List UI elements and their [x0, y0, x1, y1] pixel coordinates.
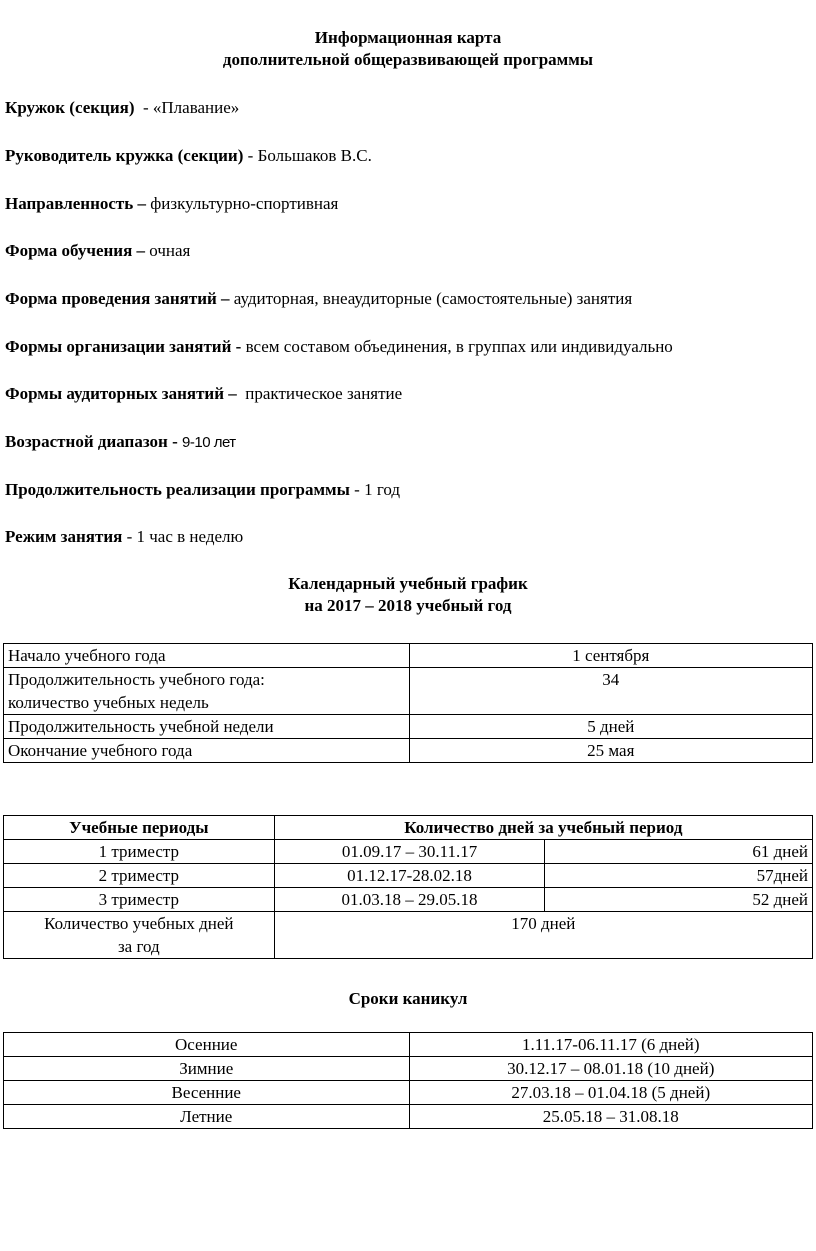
column-header-days: Количество дней за учебный период	[274, 816, 812, 840]
table-cell: 01.09.17 – 30.11.17	[274, 840, 545, 864]
field-value: Большаков В.С.	[257, 146, 372, 165]
cell-line: Продолжительность учебного года:	[8, 670, 265, 689]
field-age-range	[5, 431, 236, 454]
field-leader	[5, 145, 372, 167]
table-row	[4, 912, 813, 959]
calendar-title	[0, 573, 816, 617]
table-row	[4, 644, 813, 668]
holidays-table	[3, 1032, 813, 1129]
field-duration	[5, 479, 400, 501]
table-header-row	[4, 816, 813, 840]
document-title	[0, 27, 816, 71]
table-cell: 1.11.17-06.11.17 (6 дней)	[409, 1033, 813, 1057]
field-separator: -	[349, 480, 365, 499]
field-label: Продолжительность реализации программы	[5, 480, 350, 499]
column-header-periods: Учебные периоды	[4, 816, 275, 840]
field-label: Кружок (секция)	[5, 98, 135, 117]
field-label: Направленность –	[5, 194, 147, 213]
table-cell: 34	[409, 668, 812, 715]
field-value: «Плавание»	[152, 98, 240, 117]
table-row	[4, 1081, 813, 1105]
field-value: всем составом объединения, в группах или индивидуально	[245, 337, 673, 356]
table-cell: Продолжительность учебной недели	[4, 715, 410, 739]
table-cell: Весенние	[4, 1081, 410, 1105]
table-cell: 5 дней	[409, 715, 812, 739]
table-cell: 1 триместр	[4, 840, 275, 864]
table-cell: 25.05.18 – 31.08.18	[409, 1105, 813, 1129]
document-title-line2: дополнительной общеразвивающей программы	[222, 50, 594, 69]
table-row	[4, 888, 813, 912]
field-value: очная	[149, 241, 191, 260]
field-value: 1 год	[364, 480, 401, 499]
table-row	[4, 1033, 813, 1057]
field-label: Режим занятия	[5, 527, 123, 546]
table-cell: 30.12.17 – 08.01.18 (10 дней)	[409, 1057, 813, 1081]
cell-line: Количество учебных дней	[44, 914, 234, 933]
field-separator: -	[243, 146, 258, 165]
field-label: Формы организации занятий -	[5, 337, 242, 356]
table-row	[4, 1057, 813, 1081]
field-club	[5, 97, 239, 119]
table-row	[4, 668, 813, 715]
field-value: 1 час в неделю	[136, 527, 244, 546]
calendar-table	[3, 643, 813, 763]
field-lesson-form	[5, 288, 632, 310]
table-cell: 1 сентября	[409, 644, 812, 668]
table-row	[4, 1105, 813, 1129]
table-row	[4, 715, 813, 739]
table-cell: 01.03.18 – 29.05.18	[274, 888, 545, 912]
field-study-form	[5, 240, 190, 262]
field-label: Руководитель кружка (секции)	[5, 146, 244, 165]
field-classroom-forms	[5, 383, 402, 405]
table-row	[4, 739, 813, 763]
field-value: практическое занятие	[245, 384, 403, 403]
table-cell	[4, 668, 410, 715]
field-label: Формы аудиторных занятий –	[5, 384, 237, 403]
field-separator: -	[122, 527, 137, 546]
field-value: аудиторная, внеаудиторные (самостоятельные) занятия	[233, 289, 633, 308]
field-schedule	[5, 526, 243, 548]
table-cell: 2 триместр	[4, 864, 275, 888]
table-cell: 01.12.17-28.02.18	[274, 864, 545, 888]
table-cell: 61 дней	[545, 840, 813, 864]
table-cell: 27.03.18 – 01.04.18 (5 дней)	[409, 1081, 813, 1105]
field-separator	[237, 384, 246, 403]
holidays-title: Сроки каникул	[348, 989, 468, 1008]
table-row	[4, 864, 813, 888]
table-cell: 170 дней	[274, 912, 812, 959]
table-cell: Осенние	[4, 1033, 410, 1057]
table-cell: Начало учебного года	[4, 644, 410, 668]
table-cell: 25 мая	[409, 739, 812, 763]
cell-line: количество учебных недель	[8, 693, 209, 712]
periods-table	[3, 815, 813, 959]
field-label: Форма проведения занятий –	[5, 289, 230, 308]
field-separator: -	[134, 98, 153, 117]
field-label: Форма обучения –	[5, 241, 146, 260]
field-direction	[5, 193, 338, 215]
field-value: 9-10 лет	[182, 434, 236, 451]
table-cell: 3 триместр	[4, 888, 275, 912]
table-row	[4, 840, 813, 864]
table-cell: Летние	[4, 1105, 410, 1129]
field-value: физкультурно-спортивная	[150, 194, 339, 213]
document-title-line1: Информационная карта	[314, 28, 502, 47]
table-cell: Зимние	[4, 1057, 410, 1081]
table-cell: 57дней	[545, 864, 813, 888]
table-cell: 52 дней	[545, 888, 813, 912]
table-cell: Окончание учебного года	[4, 739, 410, 763]
calendar-title-line2: на 2017 – 2018 учебный год	[304, 596, 512, 615]
calendar-title-line1: Календарный учебный график	[288, 574, 528, 593]
cell-line: за год	[117, 937, 160, 956]
field-organization-forms	[5, 336, 673, 358]
field-label: Возрастной диапазон -	[5, 432, 178, 451]
table-cell	[4, 912, 275, 959]
